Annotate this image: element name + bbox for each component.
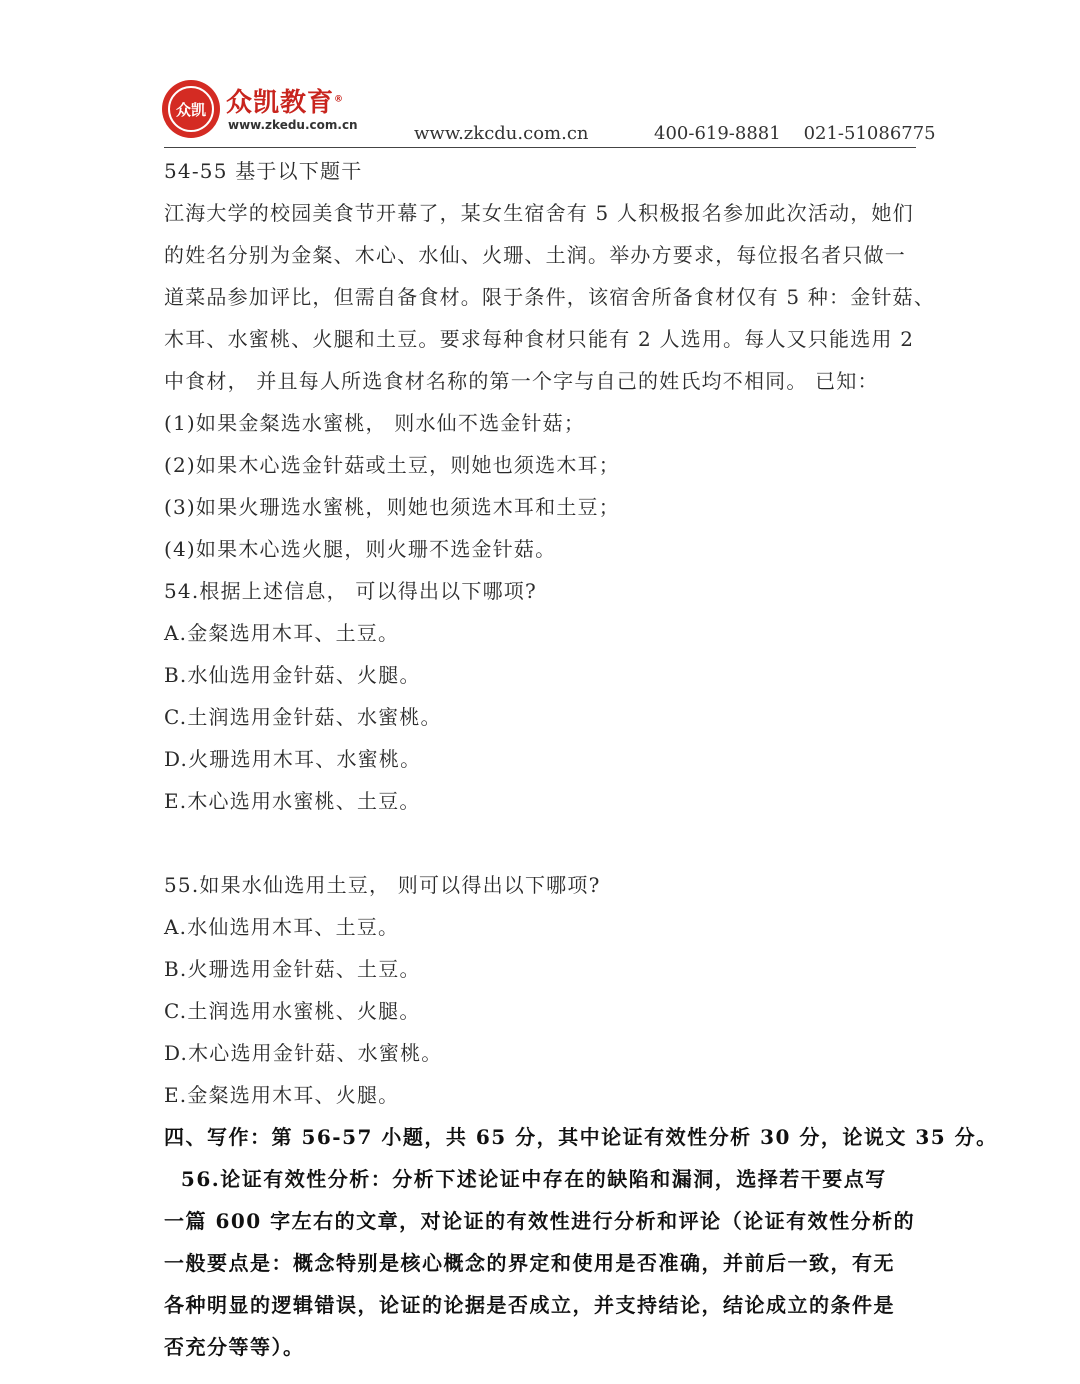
- logo-seal-icon: [162, 80, 220, 138]
- q56-line: 一篇 600 字左右的文章，对论证的有效性进行分析和评论（论证有效性分析的: [164, 1209, 916, 1233]
- header-website: www.zkcdu.com.cn: [414, 123, 589, 144]
- answer-option: D.火珊选用木耳、水蜜桃。: [164, 747, 422, 771]
- question-stem: 55.如果水仙选用土豆， 则可以得出以下哪项?: [164, 873, 601, 897]
- passage-line: 江海大学的校园美食节开幕了，某女生宿舍有 5 人积极报名参加此次活动，她们: [164, 201, 914, 225]
- passage-line: 的姓名分别为金粲、木心、水仙、火珊、土润。举办方要求，每位报名者只做一: [164, 243, 906, 267]
- question-55: [164, 864, 924, 1116]
- logo-seal-text: 众凯: [168, 86, 214, 132]
- q56-line: 一般要点是：概念特别是核心概念的界定和使用是否准确，并前后一致，有无: [164, 1251, 895, 1275]
- q56-line: 56.论证有效性分析：分析下述论证中存在的缺陷和漏洞，选择若干要点写: [164, 1167, 887, 1191]
- writing-heading: 四、写作：第 56-57 小题，共 65 分，其中论证有效性分析 30 分，论说文 35 分。: [164, 1125, 998, 1149]
- passage: [164, 192, 936, 402]
- question-54: [164, 570, 924, 822]
- conditions-list: [164, 402, 924, 570]
- condition-item: (3)如果火珊选水蜜桃，则她也须选木耳和土豆；: [164, 495, 620, 519]
- q56-line: 各种明显的逻辑错误，论证的论据是否成立，并支持结论，结论成立的条件是: [164, 1293, 895, 1317]
- registered-mark: ®: [334, 94, 345, 105]
- answer-option: B.水仙选用金针菇、火腿。: [164, 663, 421, 687]
- section-title: 54-55 基于以下题干: [164, 159, 363, 183]
- condition-item: (1)如果金粲选水蜜桃， 则水仙不选金针菇；: [164, 411, 586, 435]
- q56-line: 否充分等等）。: [164, 1335, 305, 1359]
- passage-line: 道菜品参加评比，但需自备食材。限于条件，该宿舍所备食材仅有 5 种：金针菇、: [164, 285, 936, 309]
- brand-name-text: 众凯教育: [226, 88, 335, 118]
- answer-option: E.木心选用水蜜桃、土豆。: [164, 789, 421, 813]
- answer-option: D.木心选用金针菇、水蜜桃。: [164, 1041, 443, 1065]
- brand-url: www.zkedu.com.cn: [228, 118, 358, 132]
- answer-option: A.水仙选用木耳、土豆。: [164, 915, 400, 939]
- passage-line: 中食材， 并且每人所选食材名称的第一个字与自己的姓氏均不相同。 已知：: [164, 369, 879, 393]
- page-header: [0, 0, 1080, 150]
- document-body: [164, 150, 998, 1368]
- header-phones: 400-619-8881 021-51086775: [654, 123, 936, 144]
- passage-line: 木耳、水蜜桃、火腿和土豆。要求每种食材只能有 2 人选用。每人又只能选用 2: [164, 327, 915, 351]
- answer-option: C.土润选用金针菇、水蜜桃。: [164, 705, 442, 729]
- spacer: [164, 822, 924, 864]
- answer-option: B.火珊选用金针菇、土豆。: [164, 957, 421, 981]
- answer-option: C.土润选用水蜜桃、火腿。: [164, 999, 421, 1023]
- writing-section: [164, 1116, 998, 1368]
- answer-option: E.金粲选用木耳、火腿。: [164, 1083, 400, 1107]
- condition-item: (2)如果木心选金针菇或土豆，则她也须选木耳；: [164, 453, 620, 477]
- brand-name: [226, 82, 344, 119]
- condition-item: (4)如果木心选火腿，则火珊不选金针菇。: [164, 537, 557, 561]
- header-divider: [164, 147, 916, 148]
- question-stem: 54.根据上述信息， 可以得出以下哪项?: [164, 579, 537, 603]
- answer-option: A.金粲选用木耳、土豆。: [164, 621, 400, 645]
